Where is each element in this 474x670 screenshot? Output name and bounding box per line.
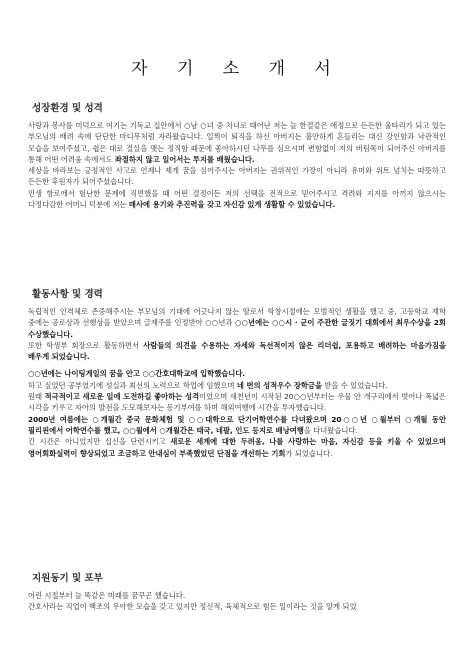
paragraph [28,368,446,379]
paragraph [28,165,446,188]
text-run: 간호사라는 직업이 백조의 우아한 모습을 갖고 있지만 정신적, 육체적으로 힘든 일이라는 것을 알게 되었 [28,602,357,612]
text-run: 을 다녀왔습니다. [303,425,358,435]
section-motivation-ambition [28,570,446,613]
section-activities-career [28,286,446,459]
text-run: 가 되었습니다. [285,448,333,458]
paragraph [28,436,446,459]
emphasis-text: ○○년에는 나이팅게일의 꿈을 안고 ○○간호대학교에 입학했습니다. [28,369,246,379]
text-run: 원래 [28,392,45,402]
paragraph [28,188,446,211]
text-run: 어린 시절부터 늘 똑같은 미래를 꿈꾸곤 했습니다. [28,591,186,600]
text-run: 받을 수 있었습니다. [322,380,388,390]
text-run: 인생 항로에서 험난한 문제에 직면했을 때 어떤 결정이든 저의 선택을 전적으로 믿어주시고 격려와 지지를 아끼지 않으시는 다정다감한 어머니 덕분에 저는 [28,188,446,210]
emphasis-text: 2000년 여름에는 ○개월간 중국 문화체험 및 ○○대학으로 단기어학연수를 다녀왔으며 20○○년 ○월부터 ○개월 동안 필리핀에서 어학연수를 했고, ○○월에서 ○개월간은 태국, 네팔, 인도 등지로 배낭여행 [28,414,446,435]
section-body [28,590,446,613]
paragraph [28,414,446,437]
paragraph [28,601,446,612]
text-run: 또한 학생부 회장으로 활동하면서 [28,340,144,350]
section-growth-personality [28,100,446,210]
emphasis-text: 네 번의 성적우수 장학금을 [236,380,323,390]
paragraph [28,120,446,165]
text-run: 세상을 바라보는 긍정적인 사고로 언제나 제게 꿈을 심어주시는 아버지는 권위적인 가장이 아니라 유머와 위트 넘치는 따뜻하고 든든한 후원자가 되어주셨습니다. [28,166,446,187]
text-run: 긴 시간은 아니었지만 십신을 단련시키고 [28,437,171,447]
emphasis-text: 좌절하지 않고 일어서는 투지를 배웠습니다. [114,154,255,164]
paragraph [28,380,446,391]
emphasis-text: 새로운 세계에 대한 두려움, 나를 사랑하는 마음, 자신감 등을 키울 수 있었으며 영어회화실력이 향상되었고 조금하고 안내심이 부족했었던 단점을 개선하는 기회 [28,437,446,458]
emphasis-text: 적극적이고 새로운 일에 도전하길 좋아하는 성격 [44,392,200,402]
section-body [28,306,446,459]
section-heading: 성장환경 및 성격 [32,103,103,114]
document-title: 자 기 소 개 서 [131,59,343,79]
emphasis-text: ○○년에는 ○○시 · 군이 주관한 글짓기 대회에서 최우수상을 2회 수상했습니다. [28,318,446,339]
section-body [28,120,446,210]
paragraph [28,590,446,601]
paragraph [28,306,446,340]
emphasis-text: 매사에 용기와 추진력을 갖고 자신감 있게 생활할 수 있었습니다. [128,200,336,210]
section-heading: 지원동기 및 포부 [32,573,103,584]
text-run: 하고 싶었던 공부였기에 성실과 최선의 노력으로 학업에 임했으며 [28,380,237,390]
text-run: 이었으며 새천년이 시작된 20○○년부터는 우물 안 개구리에서 벗어나 폭넓은 시각을 키우고 자아의 발전을 도모해보자는 동기부여를 하며 해외여행에 시간을 투자했습니다. [28,392,446,413]
paragraph [28,391,446,414]
text-run: 사랑과 봉사를 미덕으로 여기는 기독교 집안에서 ○남 ○녀 중 차녀로 태어난 저는 늘 한결같은 애정으로 든든한 울타리가 되고 있는 부모님의 배려 속에 단단한 마디무처럼 자라왔습니다. 일찍이 퇴직을 하신 아버지는 불안하게 흔들리는 대신 강인함과 낙관적인 모습을 보여주셨고, 쉽은 대로 결실을 맺는 정직함 때문에 좋아하시던 나무를 심으시며 변함없이 저의 버팀목이 되어주신 아버지를 통해 어떤 어려움 속에서도 [28,121,446,164]
emphasis-text: 사람들의 의견을 수용하는 자세와 독선적이지 않은 리더쉽, 포용하고 배려하는 마음가짐을 배우게 되었습니다. [28,340,447,362]
text-run: 독립적인 인격체로 존중해주시는 부모님의 기대에 어긋나지 않는 딸로서 학창시절에는 모범적인 생활을 했고 중, 고등학교 재학 중에는 공로상과 선행상을 받았으며 글재주를 인정받아 ○○년과 [28,307,446,328]
section-heading: 활동사항 및 경력 [32,289,103,300]
paragraph [28,340,446,363]
